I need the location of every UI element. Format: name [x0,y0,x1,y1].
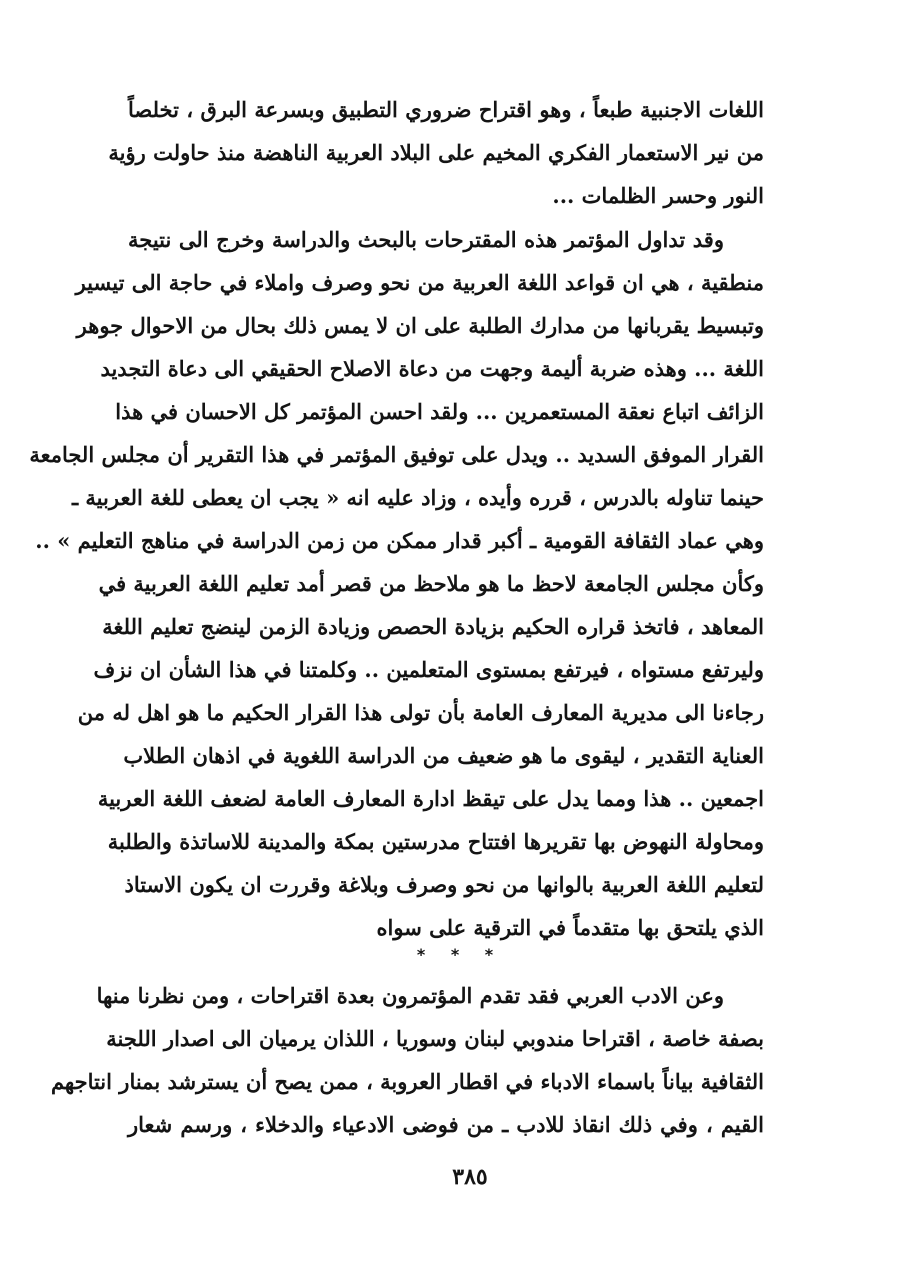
text-line: وعن الادب العربي فقد تقدم المؤتمرون بعدة اقتراحات ، ومن نظرنا منها [96,983,724,1008]
text-line: وهي عماد الثقافة القومية ـ أكبر قدار ممكن من زمن الدراسة في مناهج التعليم » .. [35,528,764,553]
text-line: القرار الموفق السديد .. ويدل على توفيق المؤتمر في هذا التقرير أن مجلس الجامعة [29,442,764,467]
text-line: العناية التقدير ، ليقوى ما هو ضعيف من الدراسة اللغوية في اذهان الطلاب [123,743,764,768]
text-line: الثقافية بياناً باسماء الادباء في اقطار العروبة ، ممن يصح أن يسترشد بمنار انتاجهم [50,1069,764,1094]
text-line: رجاءنا الى مديرية المعارف العامة بأن تولى هذا القرار الحكيم ما هو اهل له من [77,700,764,725]
text-line: وكأن مجلس الجامعة لاحظ ما هو ملاحظ من قصر أمد تعليم اللغة العربية في [98,571,764,596]
text-line: ومحاولة النهوض بها تقريرها افتتاح مدرستين بمكة والمدينة للاساتذة والطلبة [107,829,764,854]
page-number: ٣٨٥ [452,1164,488,1190]
text-line: حينما تناوله بالدرس ، قرره وأيده ، وزاد عليه انه « يجب ان يعطى للغة العربية ـ [71,485,764,510]
text-line: القيم ، وفي ذلك انقاذ للادب ـ من فوضى الادعياء والدخلاء ، ورسم شعار [128,1112,764,1137]
text-line: من نير الاستعمار الفكري المخيم على البلاد العربية الناهضة منذ حاولت رؤية [108,140,764,165]
paragraph-3 [50,974,764,1146]
text-line: الذي يلتحق بها متقدماً في الترقية على سواه [376,915,764,940]
text-line: اجمعين .. هذا ومما يدل على تيقظ ادارة المعارف العامة لضعف اللغة العربية [97,786,764,811]
section-separator: * * * [416,945,504,964]
text-line: بصفة خاصة ، اقتراحا مندوبي لبنان وسوريا ، اللذان يرميان الى اصدار اللجنة [106,1026,764,1051]
text-line: لتعليم اللغة العربية بالوانها من نحو وصرف وبلاغة وقررت ان يكون الاستاذ [124,872,764,897]
paragraph-1 [108,88,764,217]
paragraph-2 [29,218,764,949]
text-line: اللغات الاجنبية طبعاً ، وهو اقتراح ضروري التطبيق وبسرعة البرق ، تخلصاً [128,97,764,122]
text-line: المعاهد ، فاتخذ قراره الحكيم بزيادة الحصص وزيادة الزمن لينضج تعليم اللغة [102,614,764,639]
text-line: وقد تداول المؤتمر هذه المقترحات بالبحث والدراسة وخرج الى نتيجة [128,227,724,252]
text-line: اللغة ... وهذه ضربة أليمة وجهت من دعاة الاصلاح الحقيقي الى دعاة التجديد [100,356,764,381]
text-line: منطقية ، هي ان قواعد اللغة العربية من نحو وصرف واملاء في حاجة الى تيسير [75,270,764,295]
text-line: النور وحسر الظلمات ... [552,183,764,208]
text-line: الزائف اتباع نعقة المستعمرين ... ولقد احسن المؤتمر كل الاحسان في هذا [115,399,764,424]
text-line: وتبسيط يقربانها من مدارك الطلبة على ان لا يمس ذلك بحال من الاحوال جوهر [76,313,764,338]
text-line: وليرتفع مستواه ، فيرتفع بمستوى المتعلمين .. وكلمتنا في هذا الشأن ان نزف [93,657,764,682]
